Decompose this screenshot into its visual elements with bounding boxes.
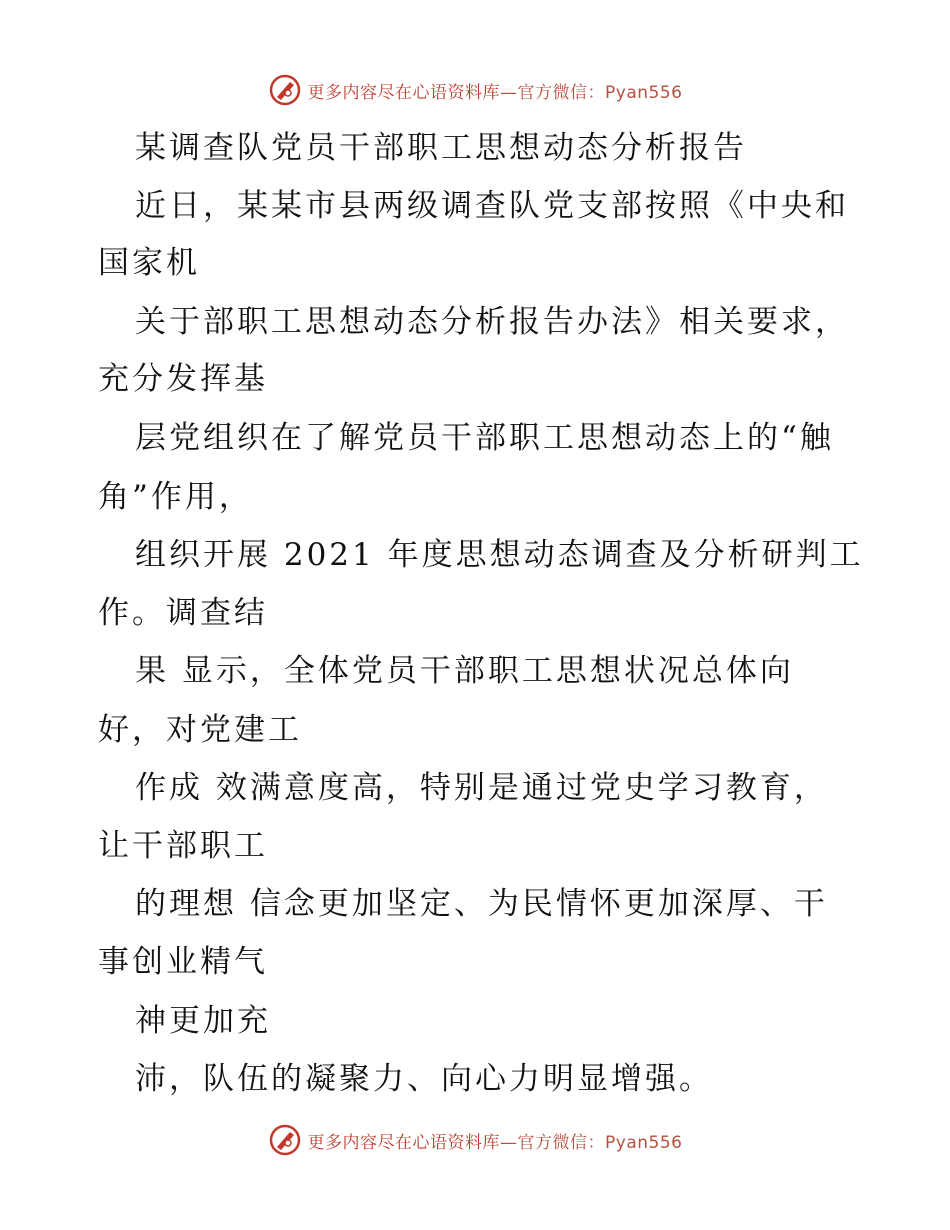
header-dash: — bbox=[500, 82, 518, 103]
footer-dash: — bbox=[500, 1132, 518, 1153]
document-line: 事创业精气 bbox=[98, 944, 268, 980]
document-line: 充分发挥基 bbox=[98, 361, 268, 397]
footer-watermark-banner bbox=[0, 1120, 950, 1160]
document-line: 层党组织在了解党员干部职工思想动态上的“触 bbox=[135, 420, 834, 456]
document-title: 某调查队党员干部职工思想动态分析报告 bbox=[135, 130, 747, 166]
document-line: 神更加充 bbox=[135, 1003, 271, 1039]
document-line: 国家机 bbox=[98, 245, 200, 281]
footer-wechat-text: 官方微信：Pyan556 bbox=[517, 1132, 683, 1153]
document-line: 果 显示，全体党员干部职工思想状况总体向 bbox=[135, 653, 794, 689]
header-watermark-banner bbox=[0, 70, 950, 110]
document-line: 好，对党建工 bbox=[98, 712, 302, 748]
pen-logo-icon bbox=[268, 73, 302, 107]
document-line: 作。调查结 bbox=[98, 595, 268, 631]
document-line: 作成 效满意度高，特别是通过党史学习教育， bbox=[135, 770, 828, 806]
header-banner-text bbox=[308, 78, 683, 103]
document-line: 组织开展 2021 年度思想动态调查及分析研判工 bbox=[135, 537, 864, 573]
document-line: 近日，某某市县两级调查队党支部按照《中央和 bbox=[135, 188, 849, 224]
document-line: 让干部职工 bbox=[98, 828, 268, 864]
header-site-text: 更多内容尽在心语资料库 bbox=[307, 82, 501, 103]
header-wechat-text: 官方微信：Pyan556 bbox=[517, 82, 683, 103]
pen-logo-icon bbox=[268, 1123, 302, 1157]
footer-banner-text bbox=[308, 1128, 683, 1153]
document-line: 关于部职工思想动态分析报告办法》相关要求， bbox=[135, 304, 849, 340]
document-line: 的理想 信念更加坚定、为民情怀更加深厚、干 bbox=[135, 886, 828, 922]
footer-site-text: 更多内容尽在心语资料库 bbox=[307, 1132, 501, 1153]
document-line: 沛，队伍的凝聚力、向心力明显增强。 bbox=[135, 1061, 713, 1097]
document-line: 角”作用， bbox=[98, 479, 253, 515]
